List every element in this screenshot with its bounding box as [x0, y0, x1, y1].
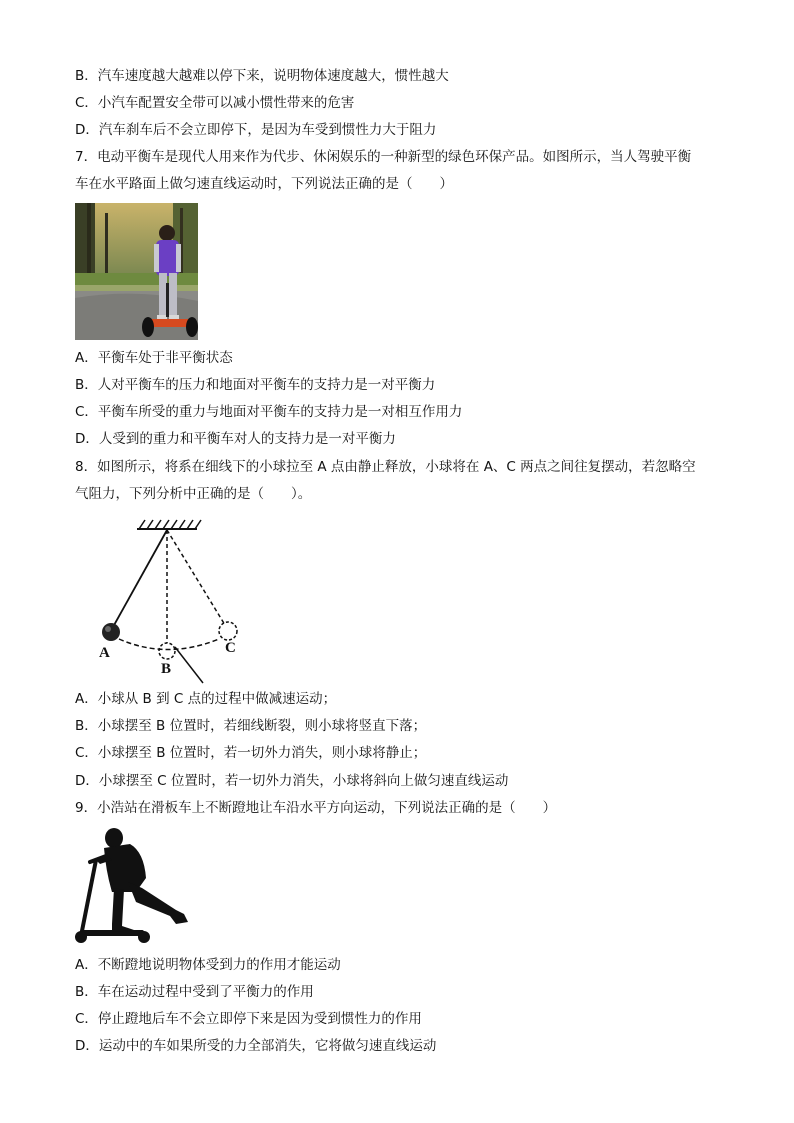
q7-option-b: B．人对平衡车的压力和地面对平衡车的支持力是一对平衡力 [75, 377, 436, 393]
q6-option-b: B．汽车速度越大越难以停下来，说明物体速度越大，惯性越大 [75, 68, 449, 84]
label-b: B [161, 661, 172, 677]
balance-scooter-photo [75, 203, 198, 340]
q9-stem: 9．小浩站在滑板车上不断蹬地让车沿水平方向运动，下列说法正确的是（ ） [75, 800, 557, 816]
q7-option-a: A．平衡车处于非平衡状态 [75, 350, 233, 366]
q8-option-b: B．小球摆至 B 位置时，若细线断裂，则小球将竖直下落； [75, 718, 427, 734]
q7-stem-line2: 车在水平路面上做匀速直线运动时，下列说法正确的是（ ） [75, 176, 453, 192]
q8-stem-line2: 气阻力，下列分析中正确的是（ ）。 [75, 486, 312, 502]
q7-stem-line1: 7．电动平衡车是现代人用来作为代步、休闲娱乐的一种新型的绿色环保产品。如图所示，当人驾驶平衡 [75, 149, 692, 165]
q9-option-d: D．运动中的车如果所受的力全部消失，它将做匀速直线运动 [75, 1038, 437, 1054]
q9-option-c: C．停止蹬地后车不会立即停下来是因为受到惯性力的作用 [75, 1011, 422, 1027]
q8-option-c: C．小球摆至 B 位置时，若一切外力消失，则小球将静止； [75, 745, 427, 761]
q6-option-d: D．汽车刹车后不会立即停下，是因为车受到惯性力大于阻力 [75, 122, 437, 138]
q7-option-c: C．平衡车所受的重力与地面对平衡车的支持力是一对相互作用力 [75, 404, 463, 420]
pendulum-diagram [95, 515, 255, 685]
q8-stem-line1: 8．如图所示，将系在细线下的小球拉至 A 点由静止释放，小球将在 A、C 两点之间往复摆动，若忽略空 [75, 459, 696, 475]
q8-option-d: D．小球摆至 C 位置时，若一切外力消失，小球将斜向上做匀速直线运动 [75, 773, 509, 789]
q7-option-d: D．人受到的重力和平衡车对人的支持力是一对平衡力 [75, 431, 396, 447]
q9-option-b: B．车在运动过程中受到了平衡力的作用 [75, 984, 314, 1000]
label-c: C [225, 640, 236, 656]
q8-option-a: A．小球从 B 到 C 点的过程中做减速运动； [75, 691, 337, 707]
label-a: A [99, 645, 110, 661]
q9-option-a: A．不断蹬地说明物体受到力的作用才能运动 [75, 957, 341, 973]
q6-option-c: C．小汽车配置安全带可以减小惯性带来的危害 [75, 95, 355, 111]
scooter-silhouette [72, 826, 194, 946]
